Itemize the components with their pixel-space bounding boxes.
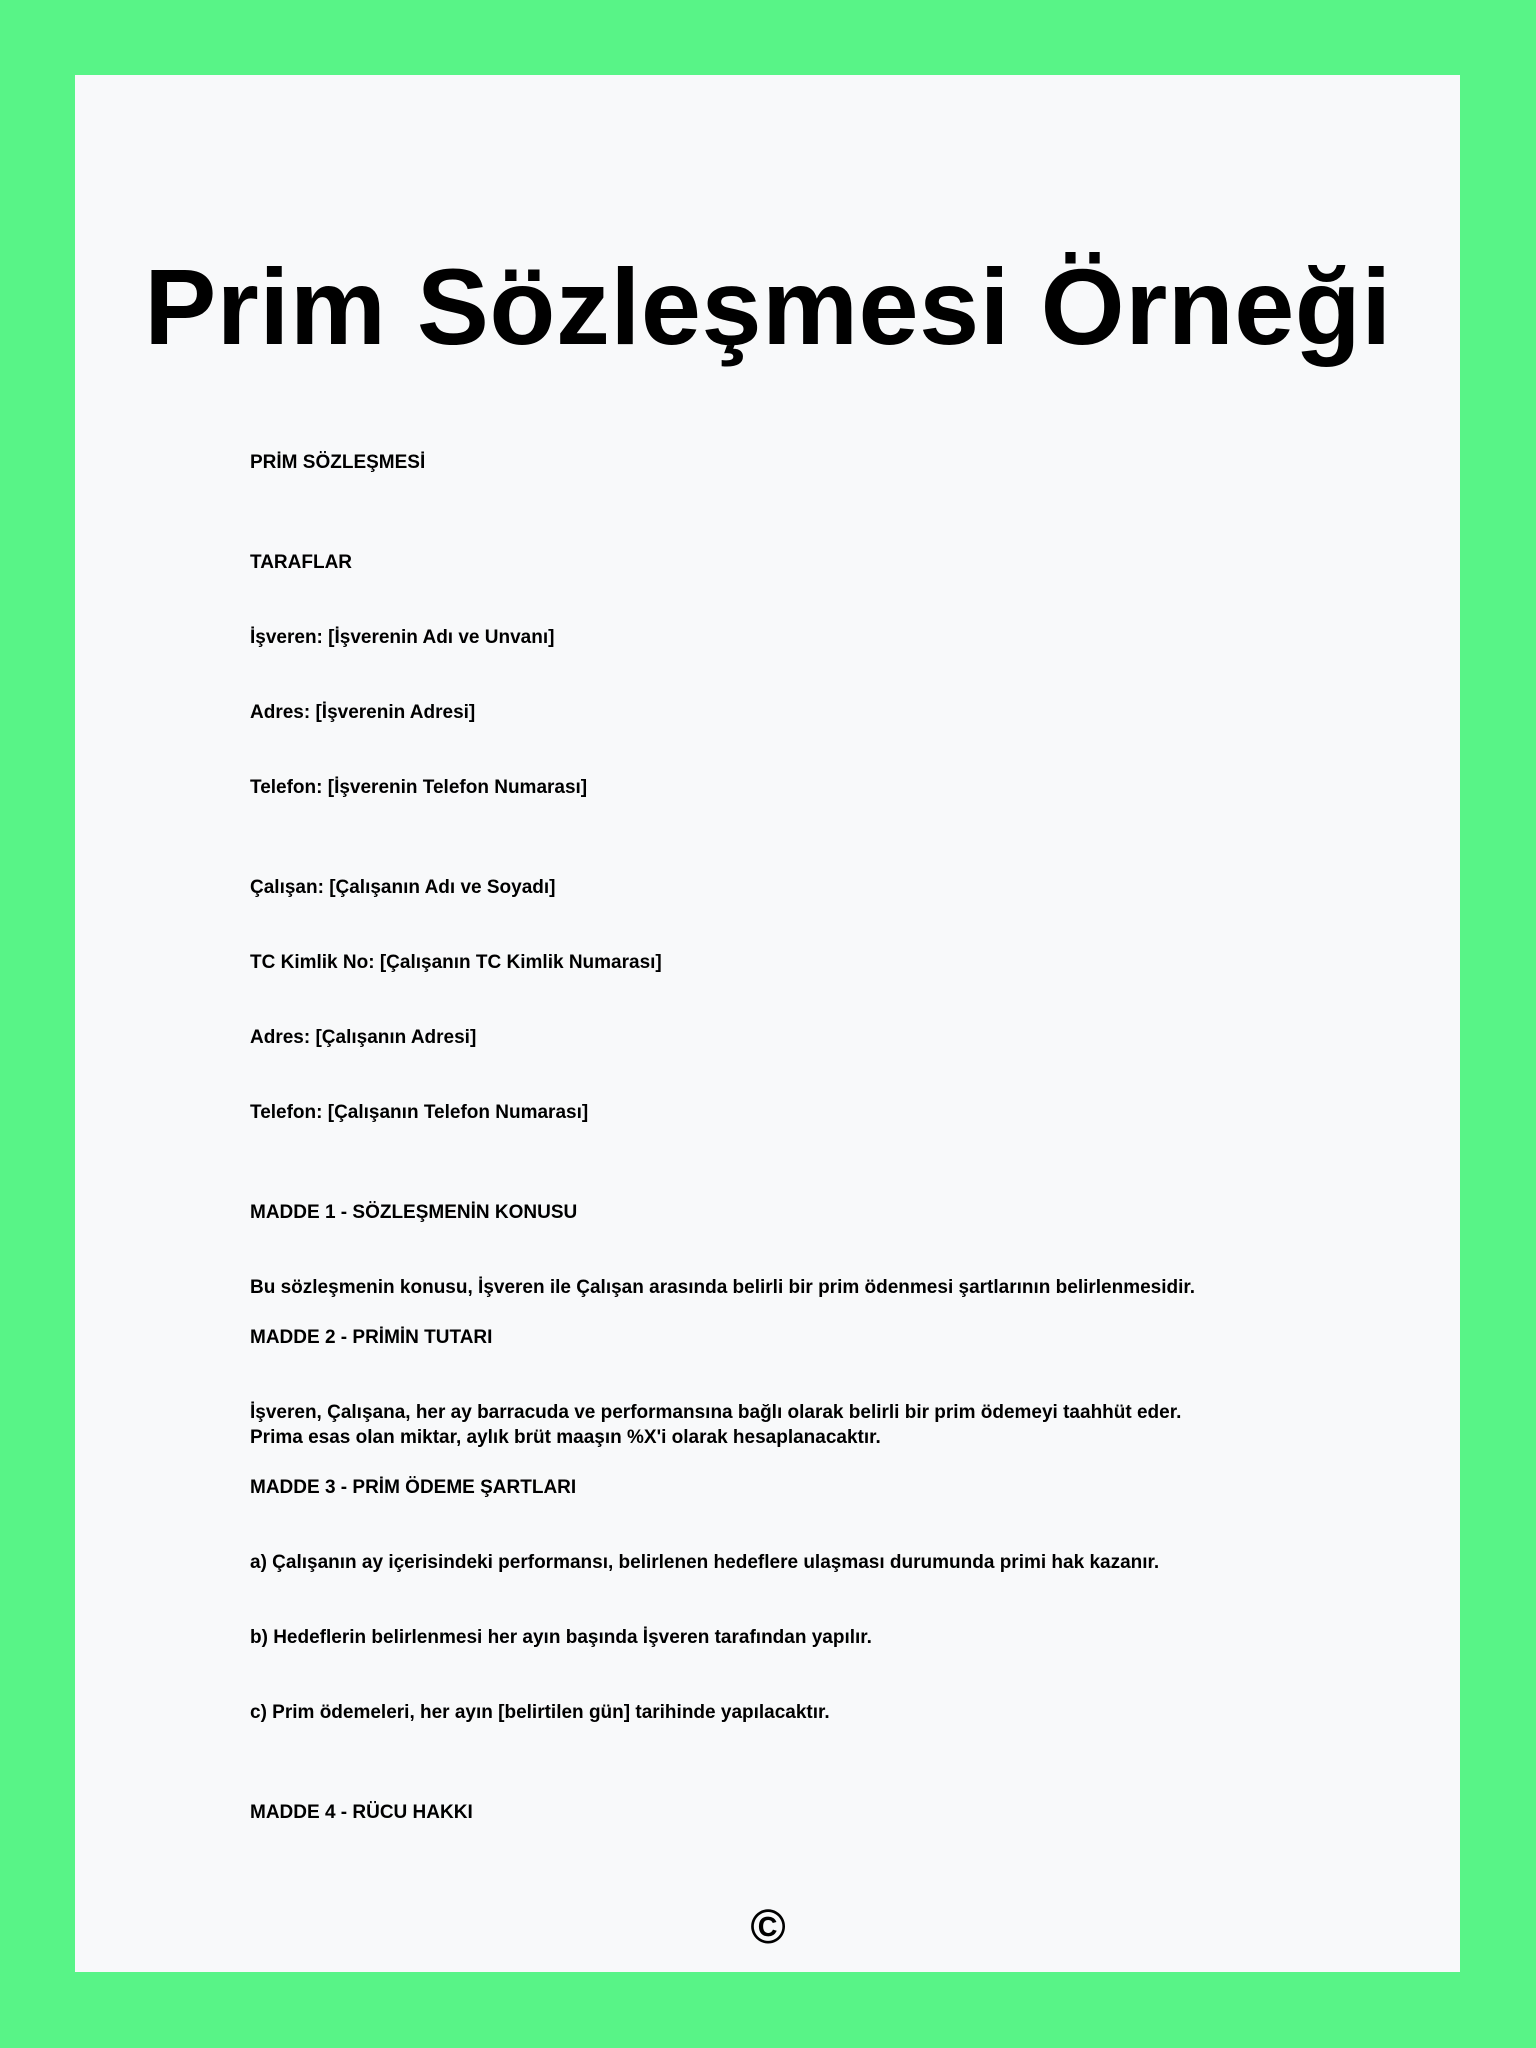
article-4-heading: MADDE 4 - RÜCU HAKKI [250, 1802, 473, 1823]
article-3-item-c: c) Prim ödemeleri, her ayın [belirtilen gün] tarihinde yapılacaktır. [250, 1702, 830, 1723]
employee-name: Çalışan: [Çalışanın Adı ve Soyadı] [250, 877, 556, 898]
employee-address: Adres: [Çalışanın Adresi] [250, 1027, 477, 1048]
document-title: Prim Sözleşmesi Örneği [144, 246, 1392, 367]
employer-address: Adres: [İşverenin Adresi] [250, 702, 476, 723]
article-3-heading: MADDE 3 - PRİM ÖDEME ŞARTLARI [250, 1477, 577, 1498]
article-3-item-a: a) Çalışanın ay içerisindeki performansı, belirlenen hedeflere ulaşması durumunda primi hak kazanır. [250, 1552, 1160, 1573]
employer-name: İşveren: [İşverenin Adı ve Unvanı] [250, 627, 555, 648]
article-2-text-line-2: Prima esas olan miktar, aylık brüt maaşın %X'i olarak hesaplanacaktır. [250, 1427, 881, 1448]
article-1-heading: MADDE 1 - SÖZLEŞMENİN KONUSU [250, 1202, 578, 1223]
employee-tc: TC Kimlik No: [Çalışanın TC Kimlik Numarası] [250, 952, 662, 973]
article-2-heading: MADDE 2 - PRİMİN TUTARI [250, 1327, 493, 1348]
article-1-text: Bu sözleşmenin konusu, İşveren ile Çalışan arasında belirli bir prim ödenmesi şartlarının belirlenmesidir. [250, 1277, 1196, 1298]
contract-heading: PRİM SÖZLEŞMESİ [250, 452, 426, 473]
parties-heading: TARAFLAR [250, 552, 353, 573]
employer-phone: Telefon: [İşverenin Telefon Numarası] [250, 777, 588, 798]
article-2-text-line-1: İşveren, Çalışana, her ay barracuda ve performansına bağlı olarak belirli bir prim ödemeyi taahhüt eder. [250, 1402, 1182, 1423]
article-3-item-b: b) Hedeflerin belirlenmesi her ayın başında İşveren tarafından yapılır. [250, 1627, 872, 1648]
copyright-icon: © [750, 1901, 786, 1954]
employee-phone: Telefon: [Çalışanın Telefon Numarası] [250, 1102, 589, 1123]
